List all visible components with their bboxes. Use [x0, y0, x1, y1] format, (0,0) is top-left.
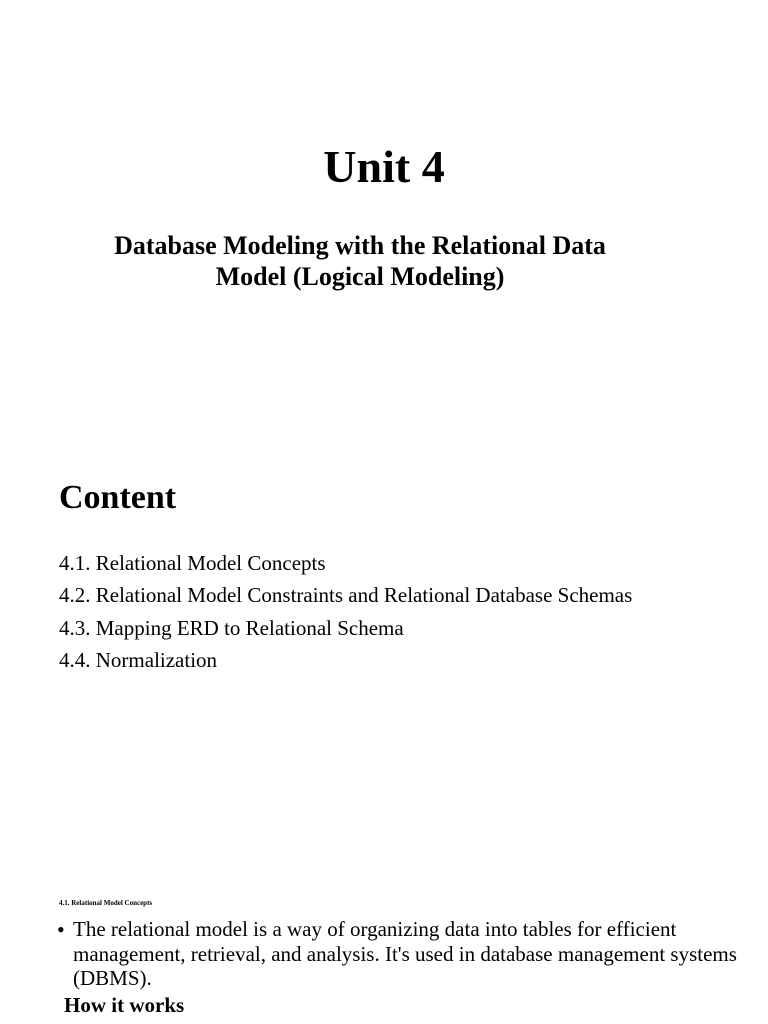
- unit-subtitle-line-2: Model (Logical Modeling): [215, 262, 505, 291]
- content-item-4-3: 4.3. Mapping ERD to Relational Schema: [59, 615, 404, 640]
- bullet-item: [57, 917, 737, 991]
- content-heading: Content: [59, 479, 177, 516]
- content-item-4-2: 4.2. Relational Model Constraints and Relational Database Schemas: [59, 583, 633, 608]
- how-it-works-heading: How it works: [64, 993, 185, 1017]
- unit-subtitle-line-1: Database Modeling with the Relational Data: [114, 231, 606, 260]
- bullet-icon: •: [57, 917, 65, 942]
- bullet-text: The relational model is a way of organizing data into tables for efficient management, retrieval, and analysis. It's used in database management systems (DBMS).: [73, 917, 737, 990]
- content-item-4-4: 4.4. Normalization: [59, 647, 218, 672]
- unit-subtitle: [60, 230, 660, 292]
- unit-title: Unit 4: [323, 141, 445, 192]
- section-caption: 4.1. Relational Model Concepts: [59, 899, 153, 907]
- content-item-4-1: 4.1. Relational Model Concepts: [59, 551, 326, 575]
- content-list: [59, 547, 632, 676]
